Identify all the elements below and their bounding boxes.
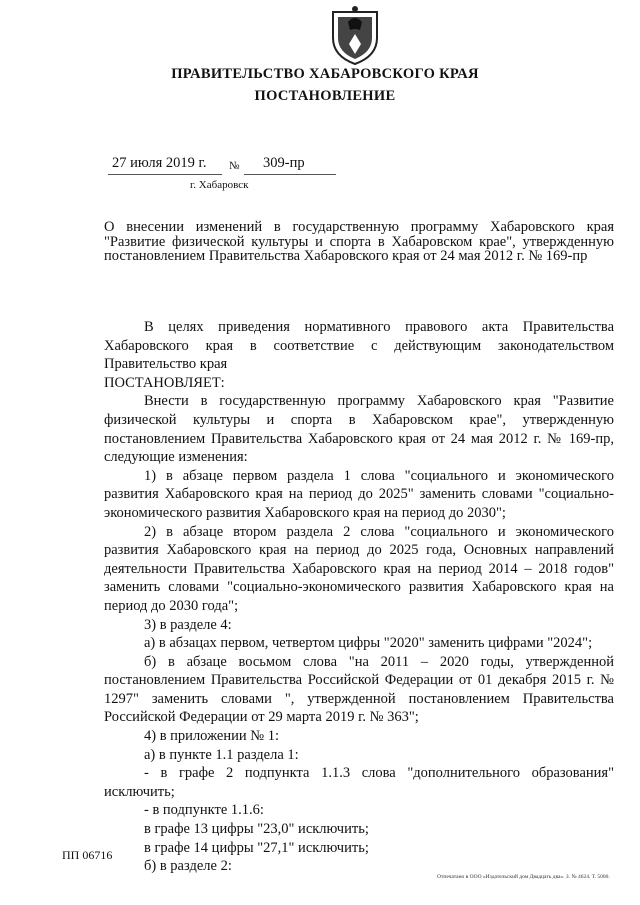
decree-subject: О внесении изменений в государственную программу Хабаровского края "Развитие физической культуры и спорта в Хабаровском крае", утвержденную постановлением Правительства Хабаровского края от 24 мая 2012 г. № 169-пр (104, 219, 614, 264)
doc-type-title: ПОСТАНОВЛЕНИЕ (254, 88, 396, 104)
body-paragraph: а) в абзацах первом, четвертом цифры "2020" заменить цифрами "2024"; (144, 635, 593, 652)
org-title: ПРАВИТЕЛЬСТВО ХАБАРОВСКОГО КРАЯ (171, 66, 479, 82)
date-underline (108, 174, 222, 175)
body-paragraph: Внести в государственную программу Хабаровского края "Развитие физической культуры и спорта в Хабаровском крае", утвержденную постановлением Правительства Хабаровского края от 24 мая 2012 г. № 169-пр, следующие изменения: (104, 393, 614, 466)
body-paragraph: 1) в абзаце первом раздела 1 слова "социального и экономического развития Хабаровского края на период до 2025" заменить словами "социально-экономического развития Хабаровского края на период до 2030"; (104, 467, 614, 521)
coat-of-arms-emblem (329, 4, 381, 66)
decree-body (104, 318, 614, 876)
printer-note: Отпечатано в ООО «Издательский дом Двадцать два». З. № 4624. Т. 5000. (437, 874, 610, 880)
body-paragraph: б) в абзаце восьмом слова "на 2011 – 2020 годы, утвержденной постановлением Правительства Российской Федерации от 01 декабря 2015 г. № 1297" заменить словами ", утвержденной постановлением Правительства Российской Федерации от 29 марта 2019 г. № 363"; (104, 653, 614, 726)
body-paragraph: в графе 13 цифры "23,0" исключить; (144, 821, 369, 838)
body-paragraph: - в подпункте 1.1.6: (144, 802, 264, 819)
body-paragraph: а) в пункте 1.1 раздела 1: (144, 746, 299, 763)
number-underline (244, 174, 336, 175)
decree-date: 27 июля 2019 г. (112, 155, 207, 171)
document-code: ПП 06716 (62, 848, 113, 862)
number-sign: № (229, 160, 240, 172)
place-of-issue: г. Хабаровск (190, 179, 249, 191)
body-paragraph: 2) в абзаце втором раздела 2 слова "социального и экономического развития Хабаровского края на период до 2025 года, Основных направлений деятельности Правительства Хабаровского края на период 2014 – 2018 годов" заменить словами "социально-экономического развития Хабаровского края на период до 2030 года"; (104, 523, 614, 614)
body-paragraph: б) в разделе 2: (144, 858, 232, 875)
preamble: В целях приведения нормативного правового акта Правительства Хабаровского края в соответствие с действующим законодательством Правительство края (104, 319, 614, 373)
resolves-heading: ПОСТАНОВЛЯЕТ: (104, 374, 225, 391)
body-paragraph: 3) в разделе 4: (144, 616, 232, 633)
decree-number: 309-пр (263, 155, 305, 171)
body-paragraph: 4) в приложении № 1: (144, 728, 279, 745)
body-paragraph: - в графе 2 подпункта 1.1.3 слова "дополнительного образования" исключить; (104, 765, 614, 800)
body-paragraph: в графе 14 цифры "27,1" исключить; (144, 839, 369, 856)
